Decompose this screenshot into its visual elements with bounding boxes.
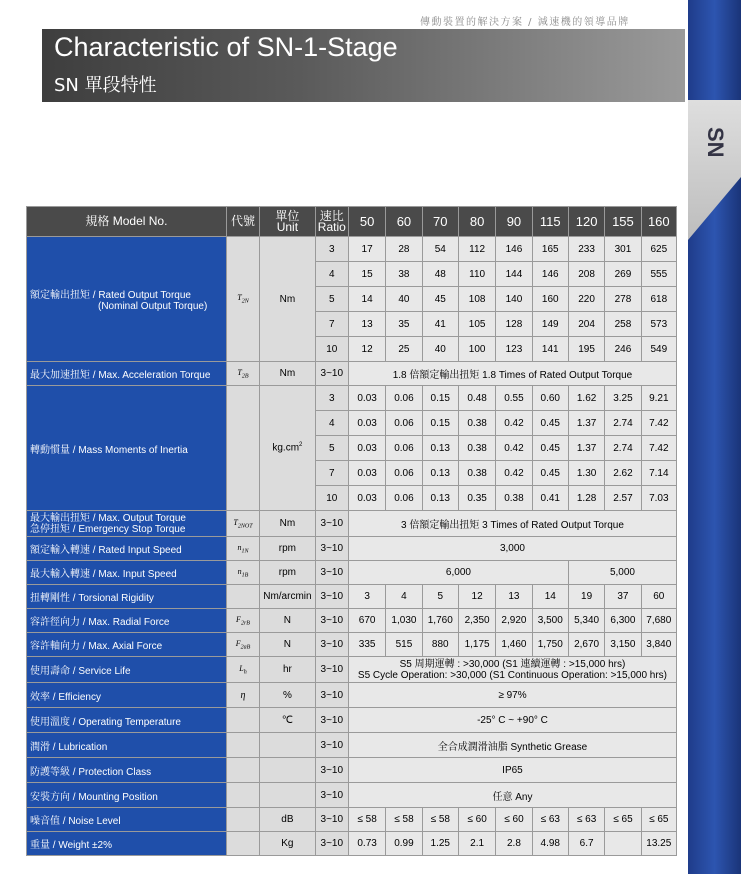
table-row [27,585,677,609]
symbol-cell: $T_{2NOT}$ [226,511,259,537]
value-cell: 0.42 [496,461,532,486]
unit-cell: $kg.cm^2$ [260,386,316,511]
value-cell: 128 [496,312,532,337]
label-max-speed: 最大輸入轉速 / Max. Input Speed [27,561,227,585]
unit-cell: rpm [260,561,316,585]
value-cell: 14 [532,585,568,609]
value-cell: 3 倍額定輸出扭矩 3 Times of Rated Output Torque [348,511,676,537]
value-cell: 全合成潤滑油脂 Synthetic Grease [348,733,676,758]
value-cell: ≤ 63 [532,808,568,832]
life-line: S5 周期運轉 : >30,000 (S1 連續運轉 : >15,000 hrs) [399,658,626,670]
label-axial-force: 容許軸向力 / Max. Axial Force [27,633,227,657]
label-rated-speed: 額定輸入轉速 / Rated Input Speed [27,537,227,561]
ratio-cell: 10 [315,337,348,362]
header-unit: 單位 Unit [260,207,316,237]
label-emergency [27,511,227,537]
symbol-cell [226,808,259,832]
value-cell: 7,680 [641,609,676,633]
table-row [27,832,677,856]
value-cell: 0.45 [532,436,568,461]
value-cell: 6,300 [605,609,641,633]
header-model: 規格 Model No. [27,207,227,237]
symbol-cell: $n_{1B}$ [226,561,259,585]
value-cell: 100 [458,337,495,362]
value-cell: 2,350 [458,609,495,633]
value-cell: 140 [496,287,532,312]
value-cell: 1.37 [568,436,604,461]
value-cell: 14 [348,287,385,312]
header-code: 代號 [226,207,259,237]
value-cell: 0.99 [386,832,422,856]
unit-cell: rpm [260,537,316,561]
value-cell: 278 [605,287,641,312]
label-protection: 防護等級 / Protection Class [27,758,227,783]
value-cell: 45 [422,287,458,312]
ratio-cell: 5 [315,287,348,312]
value-cell: ≤ 60 [496,808,532,832]
ratio-cell: 10 [315,486,348,511]
value-cell: 7.42 [641,411,676,436]
value-cell: 246 [605,337,641,362]
header-size: 115 [532,207,568,237]
value-cell: 149 [532,312,568,337]
value-cell: 146 [532,262,568,287]
value-cell: 7.14 [641,461,676,486]
label-radial-force: 容許徑向力 / Max. Radial Force [27,609,227,633]
value-cell: 515 [386,633,422,657]
value-cell: 880 [422,633,458,657]
value-cell: 1.37 [568,411,604,436]
ratio-cell: 3 [315,386,348,411]
header-size: 80 [458,207,495,237]
value-cell: 0.45 [532,461,568,486]
ratio-cell: 3~10 [315,657,348,683]
value-cell: 123 [496,337,532,362]
value-cell: 7.03 [641,486,676,511]
ratio-cell: 3~10 [315,609,348,633]
value-cell: 1.28 [568,486,604,511]
value-cell: 17 [348,237,385,262]
label-noise: 噪音值 / Noise Level [27,808,227,832]
value-cell: 13 [496,585,532,609]
value-cell: 1.30 [568,461,604,486]
value-cell: ≤ 58 [348,808,385,832]
unit-cell: ℃ [260,708,316,733]
value-cell: 1,030 [386,609,422,633]
value-cell: 38 [386,262,422,287]
ratio-cell: 3~10 [315,585,348,609]
symbol-cell [226,585,259,609]
value-cell: ≤ 63 [568,808,604,832]
header-size: 70 [422,207,458,237]
value-cell: 48 [422,262,458,287]
value-cell: 0.41 [532,486,568,511]
table-row [27,657,677,683]
value-cell: 5,340 [568,609,604,633]
unit-cell: Nm [260,362,316,386]
value-cell: 625 [641,237,676,262]
ratio-cell: 3 [315,237,348,262]
unit-cell: Nm [260,237,316,362]
value-cell: 3.25 [605,386,641,411]
value-cell: 0.60 [532,386,568,411]
value-cell: 0.42 [496,436,532,461]
value-cell: 5 [422,585,458,609]
value-cell: 549 [641,337,676,362]
value-cell: 4 [386,585,422,609]
value-cell: 19 [568,585,604,609]
value-cell: 6.7 [568,832,604,856]
value-cell: 0.06 [386,461,422,486]
ratio-cell: 3~10 [315,511,348,537]
value-cell: 0.06 [386,436,422,461]
label-service-life: 使用壽命 / Service Life [27,657,227,683]
value-cell: 40 [386,287,422,312]
value-cell: 54 [422,237,458,262]
value-cell: 335 [348,633,385,657]
value-cell: 28 [386,237,422,262]
ratio-cell: 7 [315,312,348,337]
value-cell: 195 [568,337,604,362]
value-cell: 35 [386,312,422,337]
label-inertia: 轉動慣量 / Mass Moments of Inertia [27,386,227,511]
unit-cell: Nm [260,511,316,537]
value-cell: 9.21 [641,386,676,411]
value-cell: 0.03 [348,436,385,461]
value-cell: 2.62 [605,461,641,486]
value-cell: 208 [568,262,604,287]
unit-cell [260,758,316,783]
value-cell: 3,500 [532,609,568,633]
value-cell: 2.1 [458,832,495,856]
value-cell: 2.74 [605,436,641,461]
unit-cell: Nm/arcmin [260,585,316,609]
value-cell: 110 [458,262,495,287]
value-cell: 12 [348,337,385,362]
value-cell: 0.13 [422,486,458,511]
value-cell [348,657,676,683]
value-cell: 0.03 [348,386,385,411]
value-cell: 任意 Any [348,783,676,808]
table-row [27,561,677,585]
value-cell: ≤ 60 [458,808,495,832]
page-title: Characteristic of SN-1-Stage [54,32,398,62]
header-size: 155 [605,207,641,237]
ratio-cell: 3~10 [315,783,348,808]
value-cell: -25° C ~ +90° C [348,708,676,733]
header-size: 160 [641,207,676,237]
value-cell: 258 [605,312,641,337]
label-mounting: 安裝方向 / Mounting Position [27,783,227,808]
value-cell: 1,760 [422,609,458,633]
symbol-cell [226,783,259,808]
value-cell: 5,000 [568,561,676,585]
value-cell: 40 [422,337,458,362]
value-cell: 2.8 [496,832,532,856]
value-cell: 0.13 [422,436,458,461]
unit-cell: N [260,609,316,633]
table-row [27,362,677,386]
value-cell: 1,750 [532,633,568,657]
ratio-cell: 4 [315,411,348,436]
value-cell: 60 [641,585,676,609]
page-subtitle: SN 單段特性 [54,75,157,96]
value-cell: 3,840 [641,633,676,657]
value-cell: 618 [641,287,676,312]
value-cell [605,832,641,856]
value-cell: 2.57 [605,486,641,511]
value-cell: 0.48 [458,386,495,411]
table-row [27,783,677,808]
header-ratio: 速比 Ratio [315,207,348,237]
value-cell: 146 [496,237,532,262]
value-cell: 0.06 [386,486,422,511]
unit-cell: N [260,633,316,657]
symbol-cell [226,708,259,733]
label-accel-torque: 最大加速扭矩 / Max. Acceleration Torque [27,362,227,386]
value-cell: 0.03 [348,461,385,486]
label-line: 額定輸出扭矩 / Rated Output Torque [30,290,191,301]
value-cell: 160 [532,287,568,312]
value-cell: 269 [605,262,641,287]
table-row [27,386,677,411]
value-cell: 105 [458,312,495,337]
ratio-cell: 5 [315,436,348,461]
value-cell: 573 [641,312,676,337]
value-cell: 1.62 [568,386,604,411]
value-cell: 670 [348,609,385,633]
value-cell: 1,460 [496,633,532,657]
tagline: 傳動裝置的解決方案 / 減速機的領導品牌 [420,17,630,28]
unit-cell: % [260,683,316,708]
table-row [27,237,677,262]
unit-cell: dB [260,808,316,832]
value-cell: 0.45 [532,411,568,436]
value-cell: 6,000 [348,561,568,585]
value-cell: 555 [641,262,676,287]
value-cell: ≤ 58 [422,808,458,832]
value-cell: ≥ 97% [348,683,676,708]
symbol-cell: $F_{2rB}$ [226,609,259,633]
value-cell: 0.06 [386,386,422,411]
value-cell: 141 [532,337,568,362]
table-row [27,683,677,708]
value-cell: 0.38 [458,411,495,436]
value-cell: 1,175 [458,633,495,657]
value-cell: 0.06 [386,411,422,436]
header-size: 120 [568,207,604,237]
value-cell: 0.35 [458,486,495,511]
ratio-cell: 3~10 [315,733,348,758]
side-label: SN [703,127,728,158]
symbol-cell: $F_{2aB}$ [226,633,259,657]
value-cell: 0.38 [458,436,495,461]
symbol-cell: η [226,683,259,708]
value-cell: 25 [386,337,422,362]
value-cell: 233 [568,237,604,262]
label-rigidity: 扭轉剛性 / Torsional Rigidity [27,585,227,609]
ratio-cell: 3~10 [315,808,348,832]
value-cell: 144 [496,262,532,287]
ratio-cell: 7 [315,461,348,486]
value-cell: 0.13 [422,461,458,486]
symbol-cell [226,733,259,758]
unit-cell [260,783,316,808]
header-size: 90 [496,207,532,237]
value-cell: IP65 [348,758,676,783]
life-line: S5 Cycle Operation: >30,000 (S1 Continuous Operation: >15,000 hrs) [357,669,667,681]
value-cell: 3,000 [348,537,676,561]
value-cell: 220 [568,287,604,312]
value-cell: 165 [532,237,568,262]
ratio-cell: 4 [315,262,348,287]
label-line: 急停扭矩 / Emergency Stop Torque [30,523,186,535]
value-cell: ≤ 65 [605,808,641,832]
table-row [27,537,677,561]
label-line: (Nominal Output Torque) [98,301,208,312]
table-row [27,758,677,783]
table-row [27,511,677,537]
value-cell: 4.98 [532,832,568,856]
value-cell: ≤ 65 [641,808,676,832]
label-temperature: 使用溫度 / Operating Temperature [27,708,227,733]
value-cell: 13.25 [641,832,676,856]
spec-table [26,206,677,856]
value-cell: 0.42 [496,411,532,436]
value-cell: ≤ 58 [386,808,422,832]
label-line: 最大輸出扭矩 / Max. Output Torque [30,512,186,524]
label-lubrication: 潤滑 / Lubrication [27,733,227,758]
side-stripe [688,100,741,240]
table-row [27,633,677,657]
unit-cell: Kg [260,832,316,856]
value-cell: 3,150 [605,633,641,657]
header-size: 50 [348,207,385,237]
table-row [27,708,677,733]
value-cell: 301 [605,237,641,262]
value-cell: 108 [458,287,495,312]
ratio-cell: 3~10 [315,362,348,386]
value-cell: 2.74 [605,411,641,436]
ratio-cell: 3~10 [315,683,348,708]
symbol-cell: $n_{1N}$ [226,537,259,561]
value-cell: 1.25 [422,832,458,856]
ratio-cell: 3~10 [315,561,348,585]
value-cell: 0.03 [348,486,385,511]
symbol-cell: $T_{2B}$ [226,362,259,386]
symbol-cell: $L_h$ [226,657,259,683]
value-cell: 0.55 [496,386,532,411]
value-cell: 2,670 [568,633,604,657]
symbol-cell: $T_{2N}$ [226,237,259,362]
ratio-cell: 3~10 [315,537,348,561]
value-cell: 204 [568,312,604,337]
value-cell: 0.15 [422,411,458,436]
ratio-cell: 3~10 [315,758,348,783]
header-size: 60 [386,207,422,237]
title-banner [42,29,685,102]
unit-cell: hr [260,657,316,683]
symbol-cell [226,832,259,856]
symbol-cell [226,758,259,783]
ratio-cell: 3~10 [315,633,348,657]
value-cell: 37 [605,585,641,609]
value-cell: 13 [348,312,385,337]
value-cell: 112 [458,237,495,262]
symbol-cell [226,386,259,511]
value-cell: 0.38 [458,461,495,486]
ratio-cell: 3~10 [315,708,348,733]
label-weight: 重量 / Weight ±2% [27,832,227,856]
unit-cell [260,733,316,758]
table-row [27,609,677,633]
value-cell: 1.8 倍額定輸出扭矩 1.8 Times of Rated Output Torque [348,362,676,386]
value-cell: 41 [422,312,458,337]
table-row [27,733,677,758]
value-cell: 2,920 [496,609,532,633]
value-cell: 3 [348,585,385,609]
value-cell: 0.38 [496,486,532,511]
value-cell: 0.03 [348,411,385,436]
value-cell: 0.15 [422,386,458,411]
value-cell: 15 [348,262,385,287]
value-cell: 0.73 [348,832,385,856]
label-efficiency: 效率 / Efficiency [27,683,227,708]
value-cell: 7.42 [641,436,676,461]
label-rated-torque [27,237,227,362]
header-row [27,207,677,237]
table-row [27,808,677,832]
ratio-cell: 3~10 [315,832,348,856]
value-cell: 12 [458,585,495,609]
